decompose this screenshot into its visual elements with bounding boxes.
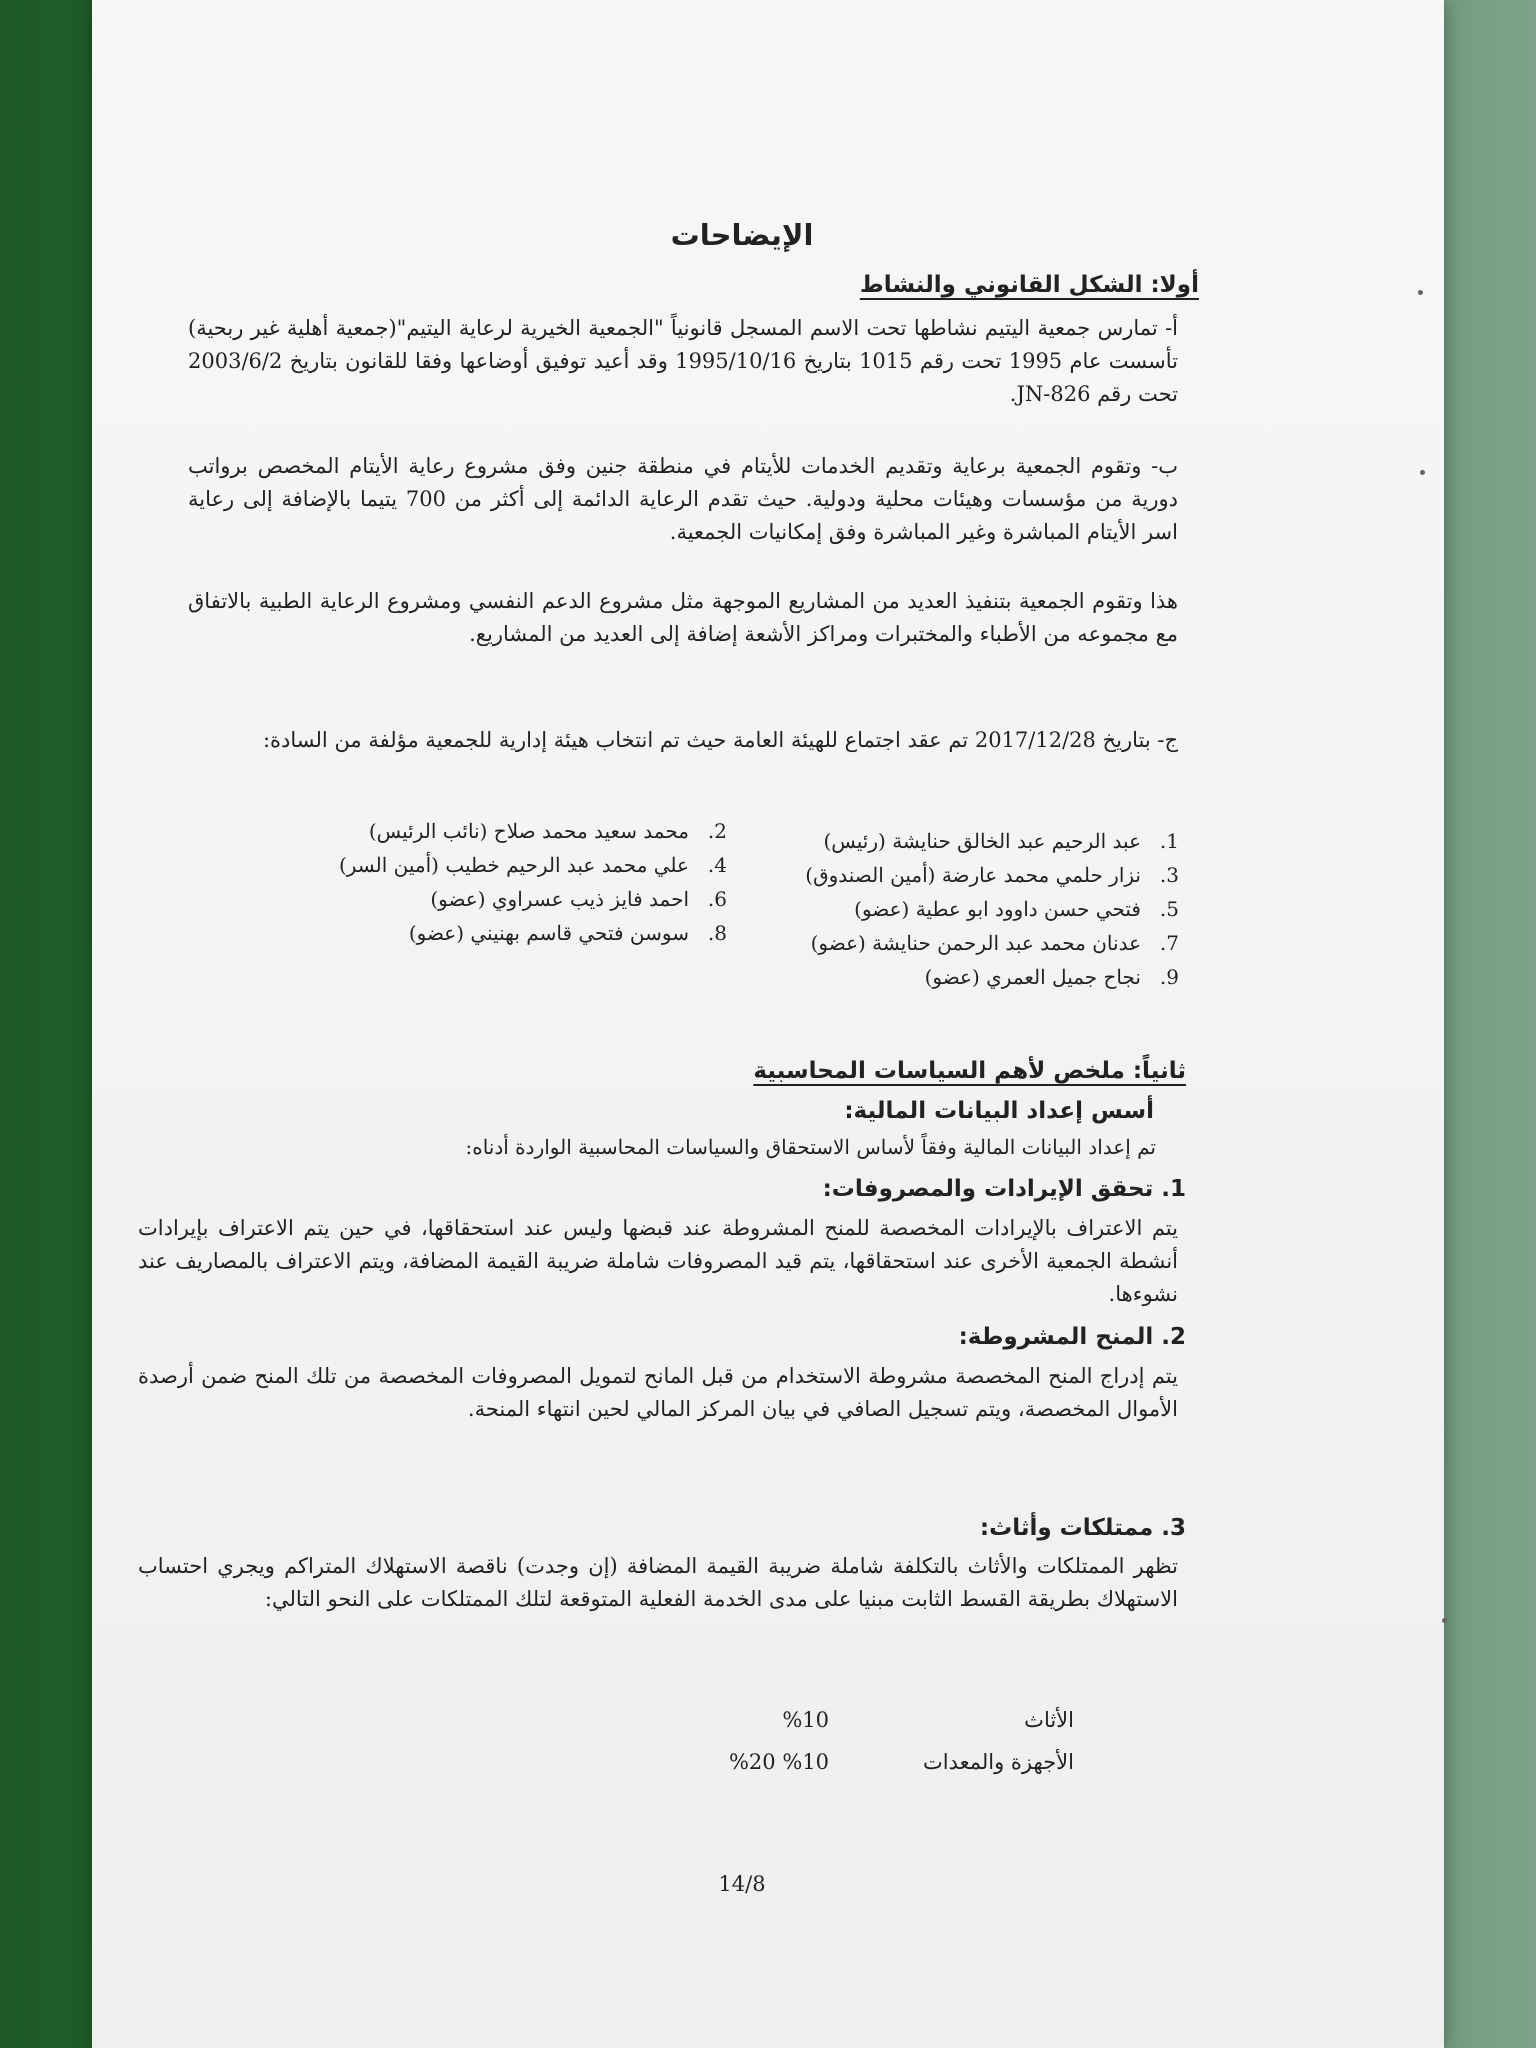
document-page (92, 0, 1444, 2048)
item2-text: يتم إدراج المنح المخصصة مشروطة الاستخدام من قبل المانح لتمويل المصروفات المخصصة من تلك المنح ضمن أرصدة الأموال المخصصة، ويتم تسجيل الصافي في بيان المركز المالي لحين انتهاء المنحة. (138, 1364, 1178, 1421)
member-item: 7.عدنان محمد عبد الرحمن حنايشة (عضو) (810, 931, 1179, 955)
rate-value-equipment: %10 %20 (728, 1750, 829, 1774)
paragraph-b2: هذا وتقوم الجمعية بتنفيذ العديد من المشاريع الموجهة مثل مشروع الدعم النفسي ومشروع الرعاية الطبية بالاتفاق مع مجموعه من الأطباء والمختبرات ومراكز الأشعة إضافة إلى العديد من المشاريع. (188, 589, 1178, 646)
item3-heading: 3. ممتلكات وأثاث: (979, 1515, 1186, 1541)
paper-speck (1442, 1618, 1447, 1623)
page-title: الإيضاحات (670, 218, 814, 252)
paper-speck (1418, 290, 1423, 295)
member-item: 3.نزار حلمي محمد عارضة (أمين الصندوق) (805, 863, 1179, 887)
member-item: 2.محمد سعيد محمد صلاح (نائب الرئيس) (368, 819, 727, 843)
page-number: 14/8 (718, 1872, 766, 1896)
item3-text: تظهر الممتلكات والأثاث بالتكلفة شاملة ضريبة القيمة المضافة (إن وجدت) ناقصة الاستهلاك المتراكم ويجري احتساب الاستهلاك بطريقة القسط الثابت مبنيا على مدى الخدمة الفعلية المتوقعة لتلك الممتلكات على النحو التالي: (138, 1554, 1178, 1611)
item1-heading: 1. تحقق الإيرادات والمصروفات: (822, 1176, 1186, 1202)
rate-label-furniture: الأثاث (1024, 1708, 1074, 1732)
members-left-column (247, 814, 727, 950)
paper-speck (1420, 470, 1425, 475)
member-item: 5.فتحي حسن داوود ابو عطية (عضو) (854, 897, 1179, 921)
basis-heading: أسس إعداد البيانات المالية: (844, 1098, 1154, 1124)
section-heading-accounting-policies: ثانياً: ملخص لأهم السياسات المحاسبية (753, 1058, 1186, 1084)
member-item: 1.عبد الرحيم عبد الخالق حنايشة (رئيس) (823, 829, 1179, 853)
members-right-column (719, 824, 1179, 994)
item2-heading: 2. المنح المشروطة: (958, 1324, 1186, 1350)
paragraph-c: ج- بتاريخ 2017/12/28 تم عقد اجتماع للهيئة العامة حيث تم انتخاب هيئة إدارية للجمعية مؤلفة من السادة: (262, 728, 1178, 752)
member-item: 4.علي محمد عبد الرحيم خطيب (أمين السر) (338, 853, 727, 877)
rate-value-furniture: %10 (782, 1708, 829, 1732)
paragraph-a: أ- تمارس جمعية اليتيم نشاطها تحت الاسم المسجل قانونياً "الجمعية الخيرية لرعاية اليتيم"(جمعية أهلية غير ربحية) تأسست عام 1995 تحت رقم 1015 بتاريخ 1995/10/16 وقد أعيد توفيق أوضاعها وفقا للقانون بتاريخ 2003/6/2 تحت رقم JN-826. (188, 316, 1178, 406)
member-item: 8.سوسن فتحي قاسم بهنيني (عضو) (408, 921, 727, 945)
member-item: 9.نجاح جميل العمري (عضو) (924, 965, 1179, 989)
section-heading-legal-form: أولا: الشكل القانوني والنشاط (859, 272, 1199, 298)
rate-label-equipment: الأجهزة والمعدات (922, 1750, 1074, 1774)
item1-text: يتم الاعتراف بالإيرادات المخصصة للمنح المشروطة عند قبضها وليس عند استحقاقها، في حين يتم الاعتراف بإيرادات أنشطة الجمعية الأخرى عند استحقاقها، يتم قيد المصروفات شاملة ضريبة القيمة المضافة، ويتم الاعتراف بالمصاريف عند نشوءها. (138, 1216, 1178, 1306)
member-item: 6.احمد فايز ذيب عسراوي (عضو) (430, 887, 727, 911)
basis-text: تم إعداد البيانات المالية وفقاً لأساس الاستحقاق والسياسات المحاسبية الواردة أدناه: (465, 1135, 1156, 1159)
paragraph-b: ب- وتقوم الجمعية برعاية وتقديم الخدمات للأيتام في منطقة جنين وفق مشروع رعاية الأيتام المخصص برواتب دورية من مؤسسات وهيئات محلية ودولية. حيث تقدم الرعاية الدائمة إلى أكثر من 700 يتيما بالإضافة إلى رعاية اسر الأيتام المباشرة وغير المباشرة وفق إمكانيات الجمعية. (188, 454, 1178, 544)
